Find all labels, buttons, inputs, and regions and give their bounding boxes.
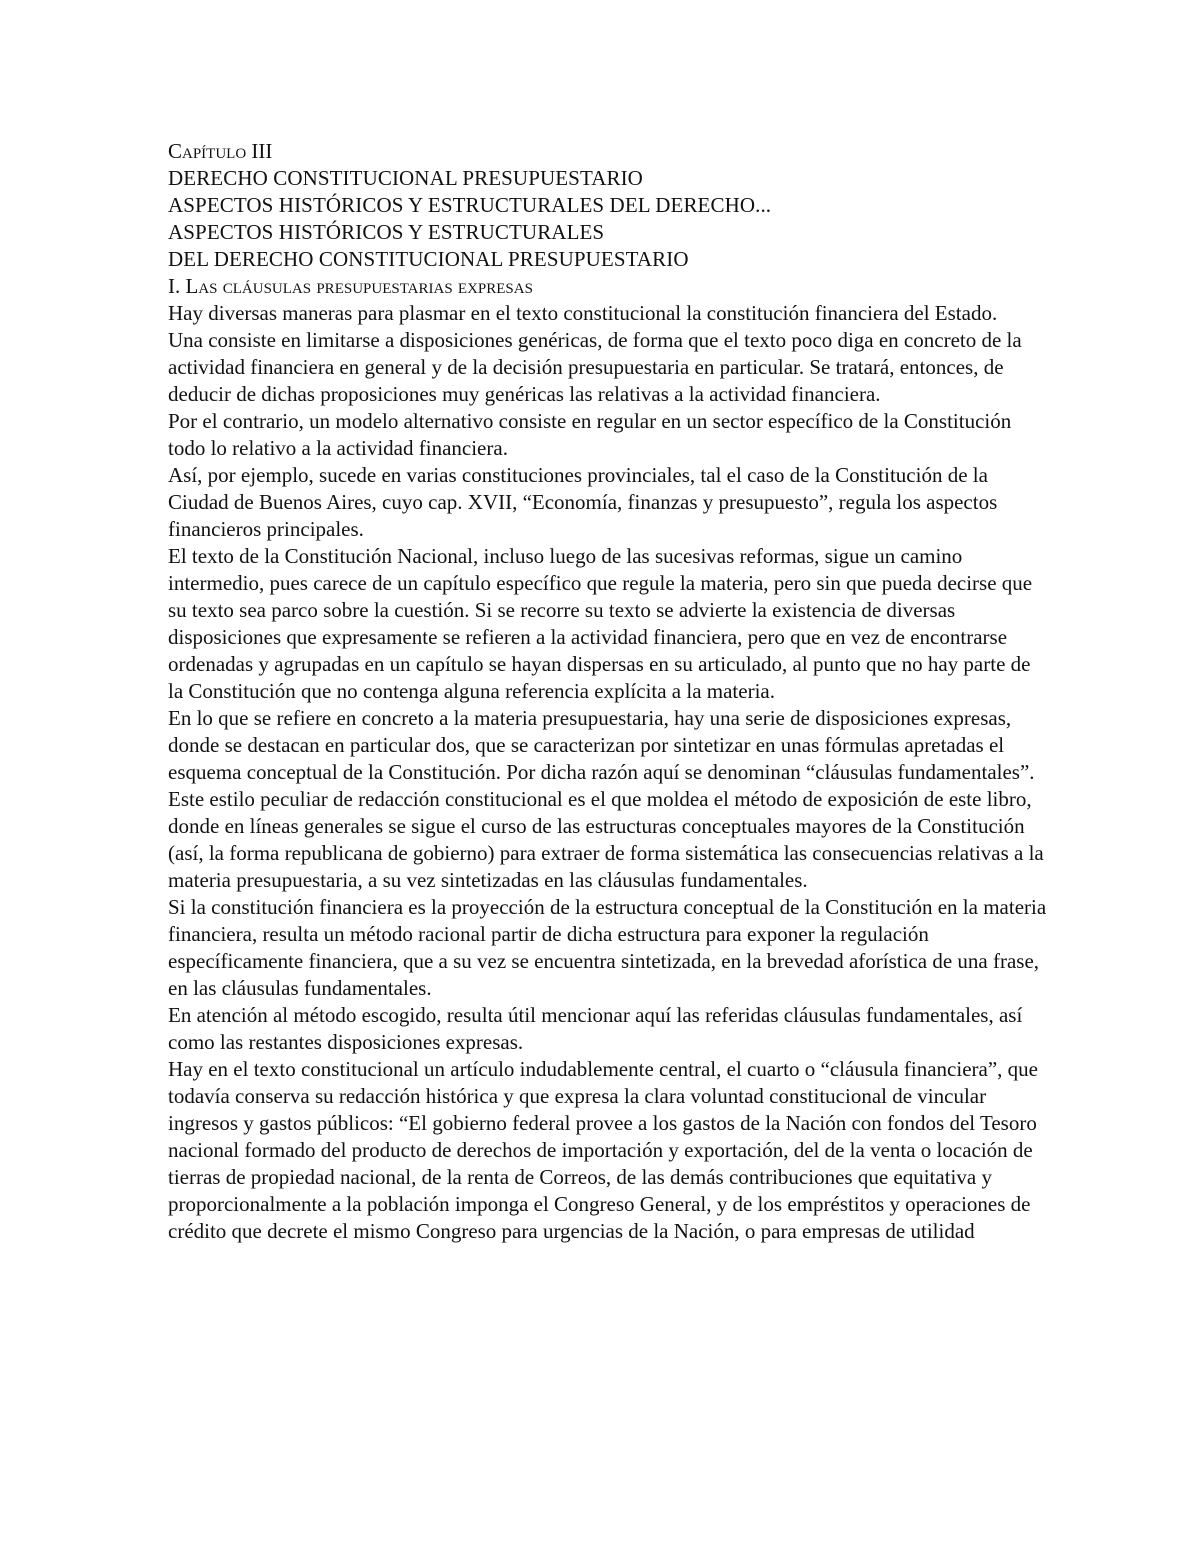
- running-title-1: DERECHO CONSTITUCIONAL PRESUPUESTARIO: [168, 166, 643, 190]
- paragraph: Una consiste en limitarse a disposiciones genéricas, de forma que el texto poco diga en concreto de la actividad financiera en general y de la decisión presupuestaria en particular. Se tratará, entonces, de deducir de dichas proposiciones muy genéricas las relativas a la actividad financiera.: [168, 328, 1022, 406]
- paragraph: Así, por ejemplo, sucede en varias constituciones provinciales, tal el caso de la Constitución de la Ciudad de Buenos Aires, cuyo cap. XVII, “Economía, finanzas y presupuesto”, regula los aspectos financieros principales.: [168, 463, 998, 541]
- chapter-label: Capítulo III: [168, 139, 273, 163]
- running-title-2: ASPECTOS HISTÓRICOS Y ESTRUCTURALES DEL DERECHO...: [168, 193, 772, 217]
- chapter-title-line-1: ASPECTOS HISTÓRICOS Y ESTRUCTURALES: [168, 220, 605, 244]
- paragraph: Por el contrario, un modelo alternativo consiste en regular en un sector específico de la Constitución todo lo relativo a la actividad financiera.: [168, 409, 1012, 460]
- paragraph: Si la constitución financiera es la proyección de la estructura conceptual de la Constitución en la materia financiera, resulta un método racional partir de dicha estructura para exponer la regulación específicamente financiera, que a su vez se encuentra sintetizada, en la brevedad aforística de una frase, en las cláusulas fundamentales.: [168, 895, 1047, 1000]
- document-page: [168, 138, 1048, 1245]
- paragraph: En atención al método escogido, resulta útil mencionar aquí las referidas cláusulas fundamentales, así como las restantes disposiciones expresas.: [168, 1003, 1023, 1054]
- paragraph: El texto de la Constitución Nacional, incluso luego de las sucesivas reformas, sigue un camino intermedio, pues carece de un capítulo específico que regule la materia, pero sin que pueda decirse que su texto sea parco sobre la cuestión. Si se recorre su texto se advierte la existencia de diversas disposiciones que expresamente se refieren a la actividad financiera, pero que en vez de encontrarse ordenadas y agrupadas en un capítulo se hayan dispersas en su articulado, al punto que no hay parte de la Constitución que no contenga alguna referencia explícita a la materia.: [168, 544, 1033, 703]
- paragraph: Hay diversas maneras para plasmar en el texto constitucional la constitución financiera del Estado.: [168, 301, 998, 325]
- chapter-title-line-2: DEL DERECHO CONSTITUCIONAL PRESUPUESTARIO: [168, 247, 689, 271]
- paragraph: Este estilo peculiar de redacción constitucional es el que moldea el método de exposición de este libro, donde en líneas generales se sigue el curso de las estructuras conceptuales mayores de la Constitución (así, la forma republicana de gobierno) para extraer de forma sistemática las consecuencias relativas a la materia presupuestaria, a su vez sintetizadas en las cláusulas fundamentales.: [168, 787, 1044, 892]
- section-heading: I. Las cláusulas presupuestarias expresas: [168, 274, 533, 298]
- paragraph: Hay en el texto constitucional un artículo indudablemente central, el cuarto o “cláusula financiera”, que todavía conserva su redacción histórica y que expresa la clara voluntad constitucional de vincular ingresos y gastos públicos: “El gobierno federal provee a los gastos de la Nación con fondos del Tesoro nacional formado del producto de derechos de importación y exportación, del de la venta o locación de tierras de propiedad nacional, de la renta de Correos, de las demás contribuciones que equitativa y proporcionalmente a la población imponga el Congreso General, y de los empréstitos y operaciones de crédito que decrete el mismo Congreso para urgencias de la Nación, o para empresas de utilidad: [168, 1057, 1038, 1243]
- paragraph: En lo que se refiere en concreto a la materia presupuestaria, hay una serie de disposiciones expresas, donde se destacan en particular dos, que se caracterizan por sintetizar en unas fórmulas apretadas el esquema conceptual de la Constitución. Por dicha razón aquí se denominan “cláusulas fundamentales”.: [168, 706, 1035, 784]
